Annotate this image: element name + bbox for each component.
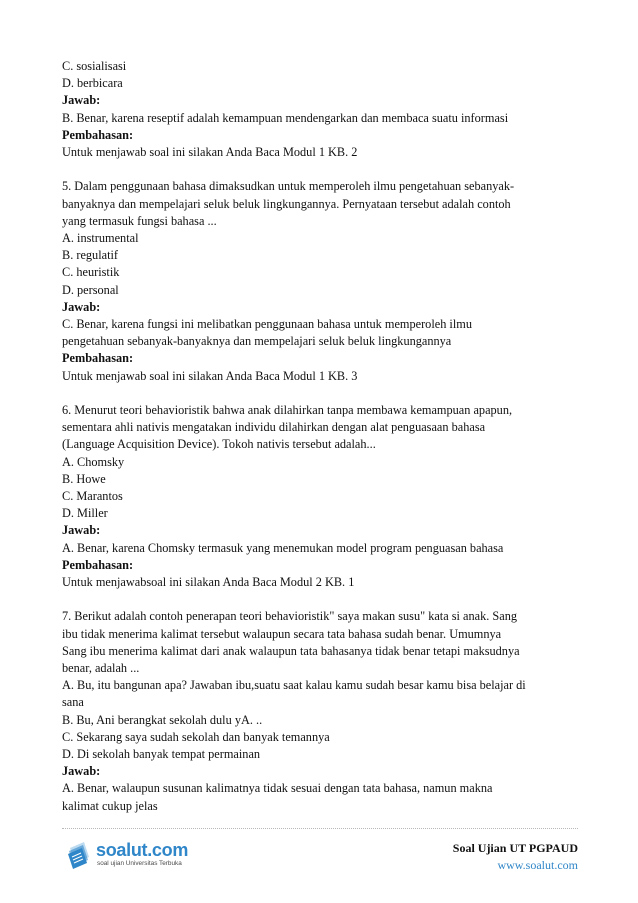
question-5-text-line-1: 5. Dalam penggunaan bahasa dimaksudkan untuk memperoleh ilmu pengetahuan sebanyak- bbox=[62, 179, 515, 194]
answer-heading: Jawab: bbox=[62, 523, 101, 538]
footer-divider bbox=[62, 828, 578, 829]
stacked-papers-icon bbox=[66, 839, 94, 869]
question-6-text-line-2: sementara ahli nativis mengatakan individu dilahirkan dengan alat penguasaan bahasa bbox=[62, 420, 486, 435]
answer-text-line-1: A. Benar, walaupun susunan kalimatnya tidak sesuai dengan tata bahasa, namun makna bbox=[62, 781, 493, 796]
question-5-option-c: C. heuristik bbox=[62, 265, 120, 280]
option-d-berbicara: D. berbicara bbox=[62, 76, 123, 91]
answer-text: B. Benar, karena reseptif adalah kemampuan mendengarkan dan membaca suatu informasi bbox=[62, 110, 509, 125]
soalut-logo[interactable] bbox=[66, 838, 189, 872]
question-6-option-b: B. Howe bbox=[62, 471, 106, 486]
question-5-text-line-3: yang termasuk fungsi bahasa ... bbox=[62, 213, 217, 228]
question-7-text-line-1: 7. Berikut adalah contoh penerapan teori behavioristik" saya makan susu" kata si anak. Sang bbox=[62, 609, 517, 624]
question-7-option-c: C. Sekarang saya sudah sekolah dan banyak temannya bbox=[62, 729, 330, 744]
footer-url-link[interactable]: www.soalut.com bbox=[497, 858, 578, 872]
logo-tagline: soal ujian Universitas Terbuka bbox=[97, 860, 182, 867]
question-6-option-a: A. Chomsky bbox=[62, 454, 125, 469]
answer-text: A. Benar, karena Chomsky termasuk yang menemukan model program penguasan bahasa bbox=[62, 540, 504, 555]
question-5-option-a: A. instrumental bbox=[62, 231, 139, 246]
question-5-option-b: B. regulatif bbox=[62, 248, 119, 263]
question-7-option-d: D. Di sekolah banyak tempat permainan bbox=[62, 747, 261, 762]
answer-heading: Jawab: bbox=[62, 93, 101, 108]
option-c-sosialisasi: C. sosialisasi bbox=[62, 59, 127, 73]
logo-name: soalut.com bbox=[96, 840, 189, 860]
question-5-option-d: D. personal bbox=[62, 282, 119, 297]
discussion-text: Untuk menjawab soal ini silakan Anda Baca Modul 1 KB. 3 bbox=[62, 368, 358, 383]
question-6-option-c: C. Marantos bbox=[62, 489, 123, 504]
page-content bbox=[62, 58, 582, 815]
question-6-text-line-1: 6. Menurut teori behavioristik bahwa anak dilahirkan tanpa membawa kemampuan apapun, bbox=[62, 403, 513, 418]
discussion-heading: Pembahasan: bbox=[62, 127, 134, 142]
answer-text-line-2: kalimat cukup jelas bbox=[62, 798, 158, 813]
discussion-text: Untuk menjawabsoal ini silakan Anda Baca Modul 2 KB. 1 bbox=[62, 575, 355, 590]
question-7-text-line-4: benar, adalah ... bbox=[62, 661, 140, 676]
spacer bbox=[62, 385, 582, 402]
question-7-text-line-2: ibu tidak menerima kalimat tersebut walaupun secara tata bahasa sudah benar. Umumnya bbox=[62, 626, 502, 641]
question-6-option-d: D. Miller bbox=[62, 506, 108, 521]
discussion-text: Untuk menjawab soal ini silakan Anda Baca Modul 1 KB. 2 bbox=[62, 145, 358, 160]
spacer bbox=[62, 591, 582, 608]
question-7-option-b: B. Bu, Ani berangkat sekolah dulu yA. .. bbox=[62, 712, 263, 727]
answer-text-line-1: C. Benar, karena fungsi ini melibatkan penggunaan bahasa untuk memperoleh ilmu bbox=[62, 317, 472, 332]
answer-heading: Jawab: bbox=[62, 764, 101, 779]
discussion-heading: Pembahasan: bbox=[62, 351, 134, 366]
footer-info bbox=[453, 840, 578, 874]
discussion-heading: Pembahasan: bbox=[62, 557, 134, 572]
answer-heading: Jawab: bbox=[62, 299, 101, 314]
question-5-text-line-2: banyaknya dan mempelajari seluk beluk lingkungannya. Pernyataan tersebut adalah contoh bbox=[62, 196, 511, 211]
question-7-text-line-3: Sang ibu menerima kalimat dari anak walaupun tata bahasanya tidak benar tetapi maksudnya bbox=[62, 643, 520, 658]
spacer bbox=[62, 161, 582, 178]
question-7-option-a-line-2: sana bbox=[62, 695, 84, 710]
footer-title: Soal Ujian UT PGPAUD bbox=[452, 841, 578, 855]
question-7-option-a-line-1: A. Bu, itu bangunan apa? Jawaban ibu,suatu saat kalau kamu sudah besar kamu bisa belajar di bbox=[62, 678, 526, 693]
question-6-text-line-3: (Language Acquisition Device). Tokoh nativis tersebut adalah... bbox=[62, 437, 376, 452]
answer-text-line-2: pengetahuan sebanyak-banyaknya dan mempelajari seluk beluk lingkungannya bbox=[62, 334, 452, 349]
